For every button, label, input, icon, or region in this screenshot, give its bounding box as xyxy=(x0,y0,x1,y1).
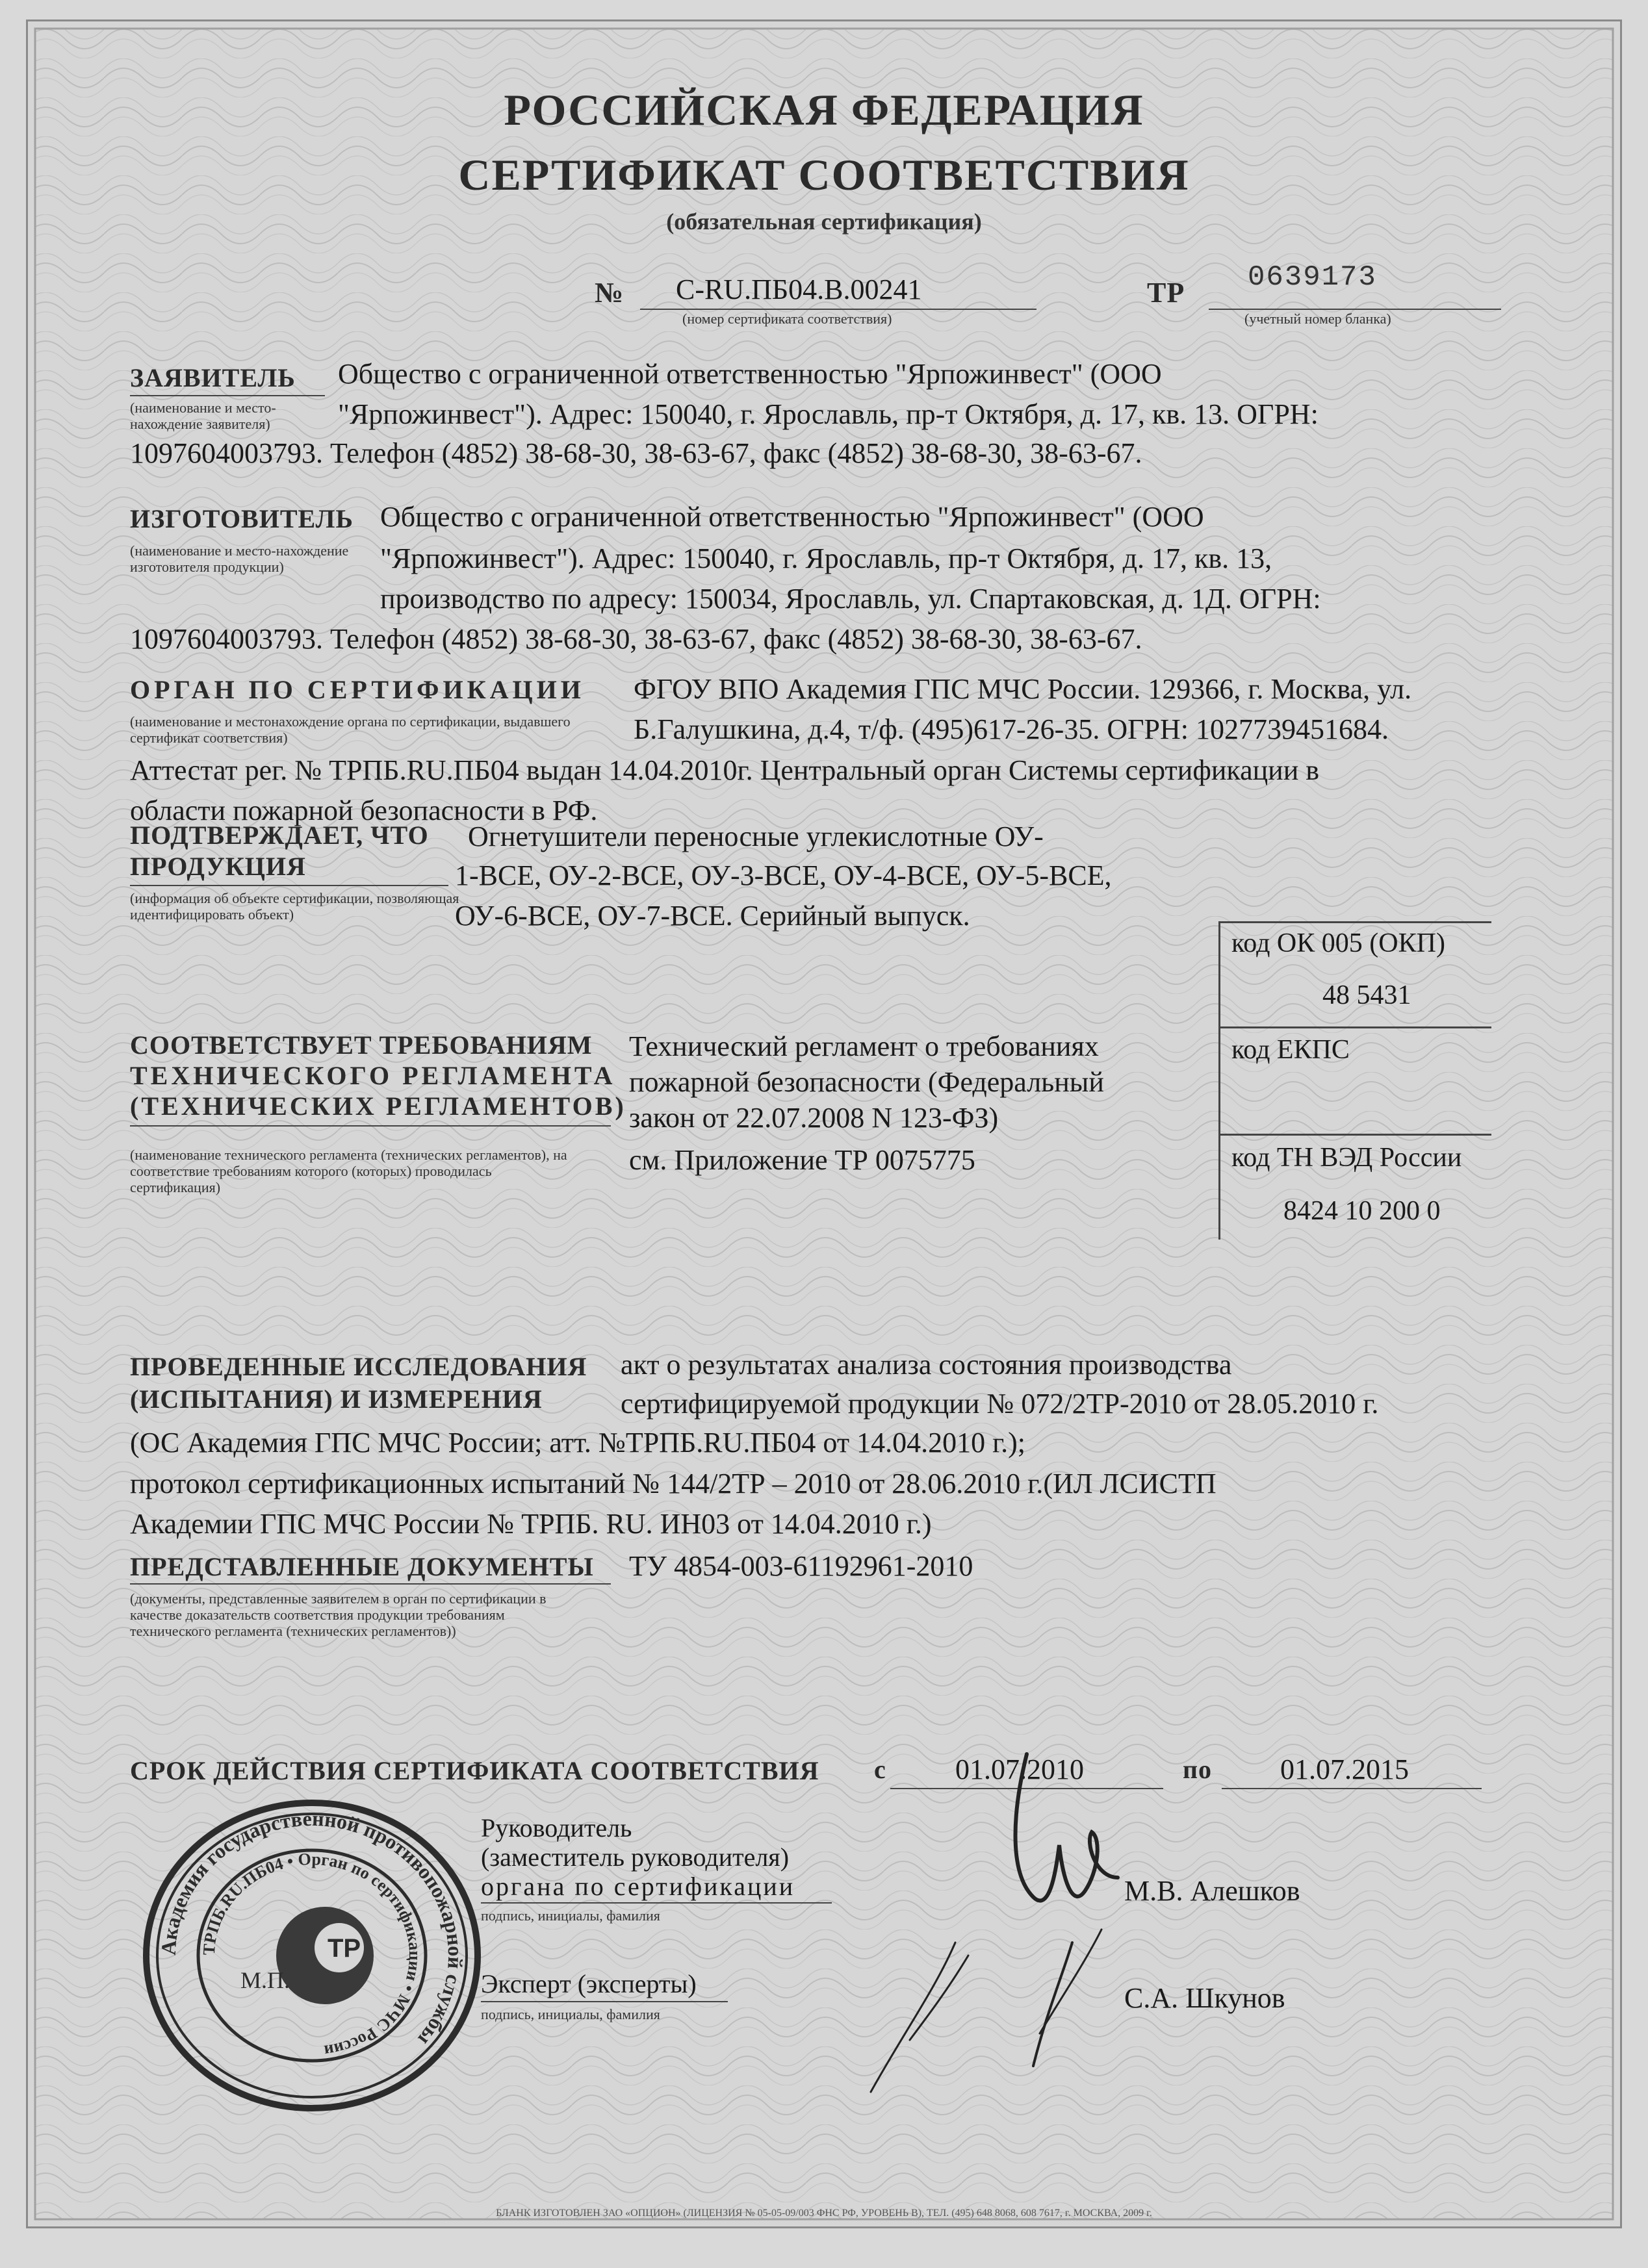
stamp-logo: ТР xyxy=(328,1934,361,1963)
page-subtitle: (обязательная сертификация) xyxy=(666,209,982,235)
validity-to-date: 01.07.2015 xyxy=(1280,1753,1409,1785)
validity-to-underline xyxy=(1222,1788,1482,1789)
regulations-label-2: ТЕХНИЧЕСКОГО РЕГЛАМЕНТА xyxy=(130,1061,616,1090)
documents-value: ТУ 4854-003-61192961-2010 xyxy=(629,1550,973,1582)
expert-label: Эксперт (эксперты) xyxy=(481,1969,697,1998)
cert-number-underline xyxy=(640,309,1036,310)
documents-caption: (документы, представленные заявителем в орган по сертификации в качестве доказательств соответствия продукции требованиям технического регламента (технических регламентов)) xyxy=(130,1590,547,1639)
tests-label-1: ПРОВЕДЕННЫЕ ИССЛЕДОВАНИЯ xyxy=(130,1352,587,1381)
stamp-mp: М.П. xyxy=(240,1967,290,1993)
product-label-underline xyxy=(130,885,448,886)
validity-from-word: с xyxy=(874,1755,886,1784)
head-signature-line xyxy=(481,1902,832,1904)
regulations-line-4: см. Приложение ТР 0075775 xyxy=(629,1144,975,1176)
applicant-label-underline xyxy=(130,395,325,396)
cert-body-line-1: ФГОУ ВПО Академия ГПС МЧС России. 129366, г. Москва, ул. xyxy=(634,673,1412,705)
manufacturer-line-2: "Ярпожинвест"). Адрес: 150040, г. Ярославль, пр-т Октября, д. 17, кв. 13, xyxy=(380,542,1272,574)
manufacturer-line-4: 1097604003793. Телефон (4852) 38-68-30, 38-63-67, факс (4852) 38-68-30, 38-63-67. xyxy=(130,623,1142,655)
tests-line-1: акт о результатах анализа состояния производства xyxy=(621,1349,1232,1381)
footer-imprint: БЛАНК ИЗГОТОВЛЕН ЗАО «ОПЦИОН» (ЛИЦЕНЗИЯ № 05-05-09/003 ФНС РФ, УРОВЕНЬ В), ТЕЛ. (495) 648 8068, 608 7617, г. МОСКВА, 2009 г. xyxy=(496,2208,1152,2219)
product-label-2: ПРОДУКЦИЯ xyxy=(130,852,306,881)
regulations-line-2: пожарной безопасности (Федеральный xyxy=(629,1066,1104,1098)
applicant-line-1: Общество с ограниченной ответственностью "Ярпожинвест" (ООО xyxy=(338,358,1162,390)
certificate-number: C-RU.ПБ04.B.00241 xyxy=(676,274,922,305)
ekps-box-top xyxy=(1218,1026,1491,1028)
manufacturer-label: ИЗГОТОВИТЕЛЬ xyxy=(130,504,354,533)
regulations-label-1: СООТВЕТСТВУЕТ ТРЕБОВАНИЯМ xyxy=(130,1030,593,1060)
head-handwritten-signature xyxy=(988,1728,1157,2092)
tests-line-5: Академии ГПС МЧС России № ТРПБ. RU. ИН03 от 14.04.2010 г.) xyxy=(130,1508,932,1540)
head-name: М.В. Алешков xyxy=(1124,1875,1300,1907)
codes-box-top xyxy=(1218,921,1491,923)
product-line-2: 1-ВСЕ, ОУ-2-ВСЕ, ОУ-3-ВСЕ, ОУ-4-ВСЕ, ОУ-5-ВСЕ, xyxy=(455,860,1112,891)
blank-number-underline xyxy=(1209,309,1501,310)
okp-code-value: 48 5431 xyxy=(1322,980,1411,1010)
page-title: СЕРТИФИКАТ СООТВЕТСТВИЯ xyxy=(458,150,1190,199)
product-line-3: ОУ-6-ВСЕ, ОУ-7-ВСЕ. Серийный выпуск. xyxy=(455,900,970,932)
applicant-label: ЗАЯВИТЕЛЬ xyxy=(130,363,296,392)
expert-name: С.А. Шкунов xyxy=(1124,1982,1285,2014)
manufacturer-caption: (наименование и место-нахождение изготовителя продукции) xyxy=(130,542,349,575)
head-signature-caption: подпись, инициалы, фамилия xyxy=(481,1907,660,1924)
tnved-box-top xyxy=(1218,1134,1491,1136)
regulations-caption: (наименование технического регламента (технических регламентов), на соответствие требованиям которого (которых) проводилась сертификация) xyxy=(130,1147,567,1195)
cert-body-line-3: Аттестат рег. № ТРПБ.RU.ПБ04 выдан 14.04.2010г. Центральный орган Системы сертификации в xyxy=(130,754,1320,786)
validity-to-word: по xyxy=(1183,1755,1213,1784)
validity-label: СРОК ДЕЙСТВИЯ СЕРТИФИКАТА СООТВЕТСТВИЯ xyxy=(130,1756,819,1785)
documents-label-underline xyxy=(130,1583,611,1585)
expert-signature-caption: подпись, инициалы, фамилия xyxy=(481,2006,660,2022)
okp-code-label: код ОК 005 (ОКП) xyxy=(1231,928,1445,958)
blank-number: 0639173 xyxy=(1248,261,1377,294)
cert-body-line-4: области пожарной безопасности в РФ. xyxy=(130,795,598,826)
product-line-1: Огнетушители переносные углекислотные ОУ- xyxy=(468,821,1044,852)
manufacturer-line-1: Общество с ограниченной ответственностью "Ярпожинвест" (ООО xyxy=(380,501,1204,533)
country-title: РОССИЙСКАЯ ФЕДЕРАЦИЯ xyxy=(504,85,1144,134)
regulations-line-1: Технический регламент о требованиях xyxy=(629,1030,1099,1062)
cert-body-caption: (наименование и местонахождение органа по сертификации, выдавшего сертификат соответствия) xyxy=(130,713,571,746)
tests-label-2: (ИСПЫТАНИЯ) И ИЗМЕРЕНИЯ xyxy=(130,1384,543,1414)
head-line-2: (заместитель руководителя) xyxy=(481,1842,790,1872)
stamp-outer-text: Академия государственной противопожарной службы xyxy=(156,1806,468,2050)
expert-signature-line xyxy=(481,2001,728,2002)
tests-line-2: сертифицируемой продукции № 072/2ТР-2010 от 28.05.2010 г. xyxy=(621,1388,1379,1420)
tnved-code-label: код ТН ВЭД России xyxy=(1231,1143,1462,1173)
manufacturer-line-3: производство по адресу: 150034, Ярославль, ул. Спартаковская, д. 1Д. ОГРН: xyxy=(380,583,1321,615)
regulations-label-3: (ТЕХНИЧЕСКИХ РЕГЛАМЕНТОВ) xyxy=(130,1091,626,1121)
validity-from-date: 01.07.2010 xyxy=(955,1753,1084,1785)
regulations-line-3: закон от 22.07.2008 N 123-ФЗ) xyxy=(629,1102,999,1134)
official-stamp xyxy=(130,1793,494,2118)
cert-body-line-2: Б.Галушкина, д.4, т/ф. (495)617-26-35. ОГРН: 1027739451684. xyxy=(634,713,1389,745)
expert-handwritten-signature xyxy=(858,1936,988,2105)
number-sign: № xyxy=(595,277,624,309)
stamp-inner-text: ТРПБ.RU.ПБ04 • Орган по сертификации • МЧС России xyxy=(199,1849,425,2061)
blank-number-caption: (учетный номер бланка) xyxy=(1244,311,1391,327)
tests-line-4: протокол сертификационных испытаний № 144/2ТР – 2010 от 28.06.2010 г.(ИЛ ЛСИСТП xyxy=(130,1468,1217,1499)
product-caption: (информация об объекте сертификации, позволяющая идентифицировать объект) xyxy=(130,890,459,923)
applicant-caption: (наименование и место-нахождение заявителя) xyxy=(130,400,276,432)
cert-body-label: ОРГАН ПО СЕРТИФИКАЦИИ xyxy=(130,675,585,704)
head-line-1: Руководитель xyxy=(481,1813,632,1842)
tp-label: ТР xyxy=(1147,277,1185,309)
head-line-3: органа по сертификации xyxy=(481,1872,795,1901)
cert-number-caption: (номер сертификата соответствия) xyxy=(682,311,892,327)
tnved-code-value: 8424 10 200 0 xyxy=(1283,1196,1441,1226)
documents-label: ПРЕДСТАВЛЕННЫЕ ДОКУМЕНТЫ xyxy=(130,1552,594,1581)
applicant-line-2: "Ярпожинвест"). Адрес: 150040, г. Ярославль, пр-т Октября, д. 17, кв. 13. ОГРН: xyxy=(338,398,1319,430)
applicant-line-3: 1097604003793. Телефон (4852) 38-68-30, 38-63-67, факс (4852) 38-68-30, 38-63-67. xyxy=(130,437,1142,469)
ekps-code-label: код ЕКПС xyxy=(1231,1035,1350,1065)
product-label-1: ПОДТВЕРЖДАЕТ, ЧТО xyxy=(130,821,429,850)
tests-line-3: (ОС Академия ГПС МЧС России; атт. №ТРПБ.RU.ПБ04 от 14.04.2010 г.); xyxy=(130,1427,1026,1459)
regulations-label-underline xyxy=(130,1125,611,1127)
codes-box-border xyxy=(1218,921,1220,1240)
